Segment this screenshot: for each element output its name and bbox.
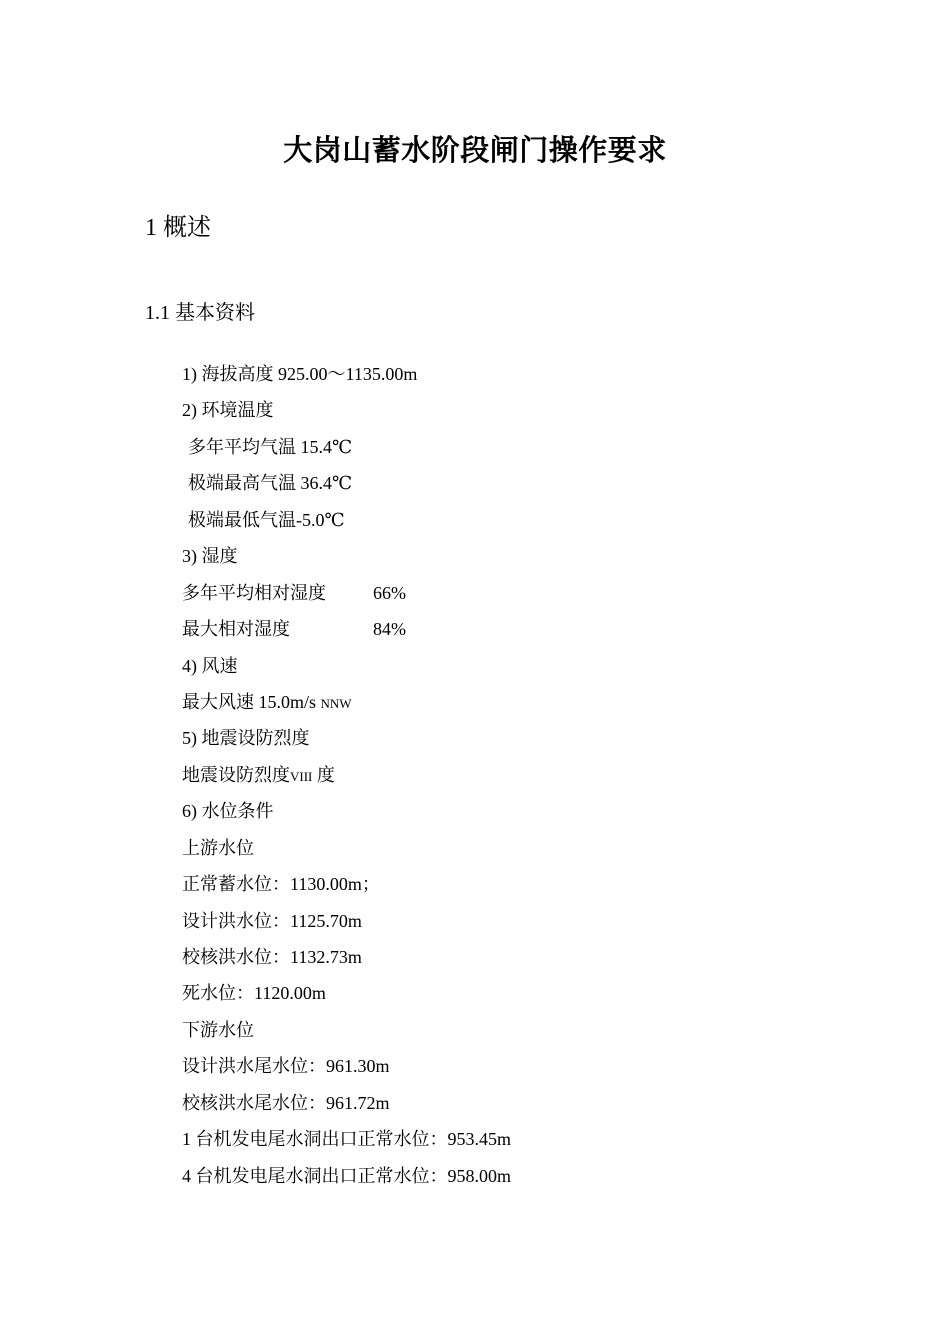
subsection-heading-basic-data: 1.1 基本资料 [145,302,255,324]
humidity-heading: 3) 湿度 [182,546,238,567]
downstream-heading: 下游水位 [182,1019,254,1040]
basic-data-list [182,356,782,1194]
seismic-heading: 5) 地震设防烈度 [182,728,310,749]
dead-water-level: 死水位：1120.00m [182,983,326,1004]
wind-direction: NNW [320,695,352,711]
normal-storage-level: 正常蓄水位：1130.00m； [182,874,380,895]
check-flood-level: 校核洪水位：1132.73m [182,947,362,967]
seismic-line [182,757,782,793]
four-unit-tail-level: 4 台机发电尾水洞出口正常水位：958.00m [182,1165,511,1186]
seismic-text: 地震设防烈度 [182,764,290,785]
design-flood-level: 设计洪水位：1125.70m [182,910,362,931]
avg-humidity-label: 多年平均相对湿度 [182,582,326,603]
water-level-heading: 6) 水位条件 [182,801,274,822]
temperature-heading: 2) 环境温度 [182,400,274,421]
upstream-heading: 上游水位 [182,837,254,858]
max-humidity-label: 最大相对湿度 [182,619,290,640]
max-humidity-value: 84% [373,619,406,640]
min-temperature-line: 极端最低气温-5.0℃ [188,509,345,530]
section-heading-overview: 1 概述 [145,215,211,241]
document-title: 大岗山蓄水阶段闸门操作要求 [283,135,667,167]
seismic-unit: 度 [316,764,335,785]
one-unit-tail-level: 1 台机发电尾水洞出口正常水位：953.45m [182,1129,511,1150]
max-temperature-line: 极端最高气温 36.4℃ [188,473,353,494]
avg-humidity-value: 66% [373,582,406,603]
avg-temperature-line: 多年平均气温 15.4℃ [188,436,353,457]
max-wind-text: 最大风速 15.0m/s [182,691,317,712]
max-humidity-line [182,611,782,647]
altitude-line: 1) 海拔高度 925.00～1135.00m [182,364,418,384]
wind-heading: 4) 风速 [182,655,238,676]
design-flood-tail-level: 设计洪水尾水位：961.30m [182,1056,390,1077]
avg-humidity-line [182,575,782,611]
check-flood-tail-level: 校核洪水尾水位：961.72m [182,1092,390,1113]
seismic-roman: VIII [290,768,313,784]
max-wind-line [182,684,782,720]
